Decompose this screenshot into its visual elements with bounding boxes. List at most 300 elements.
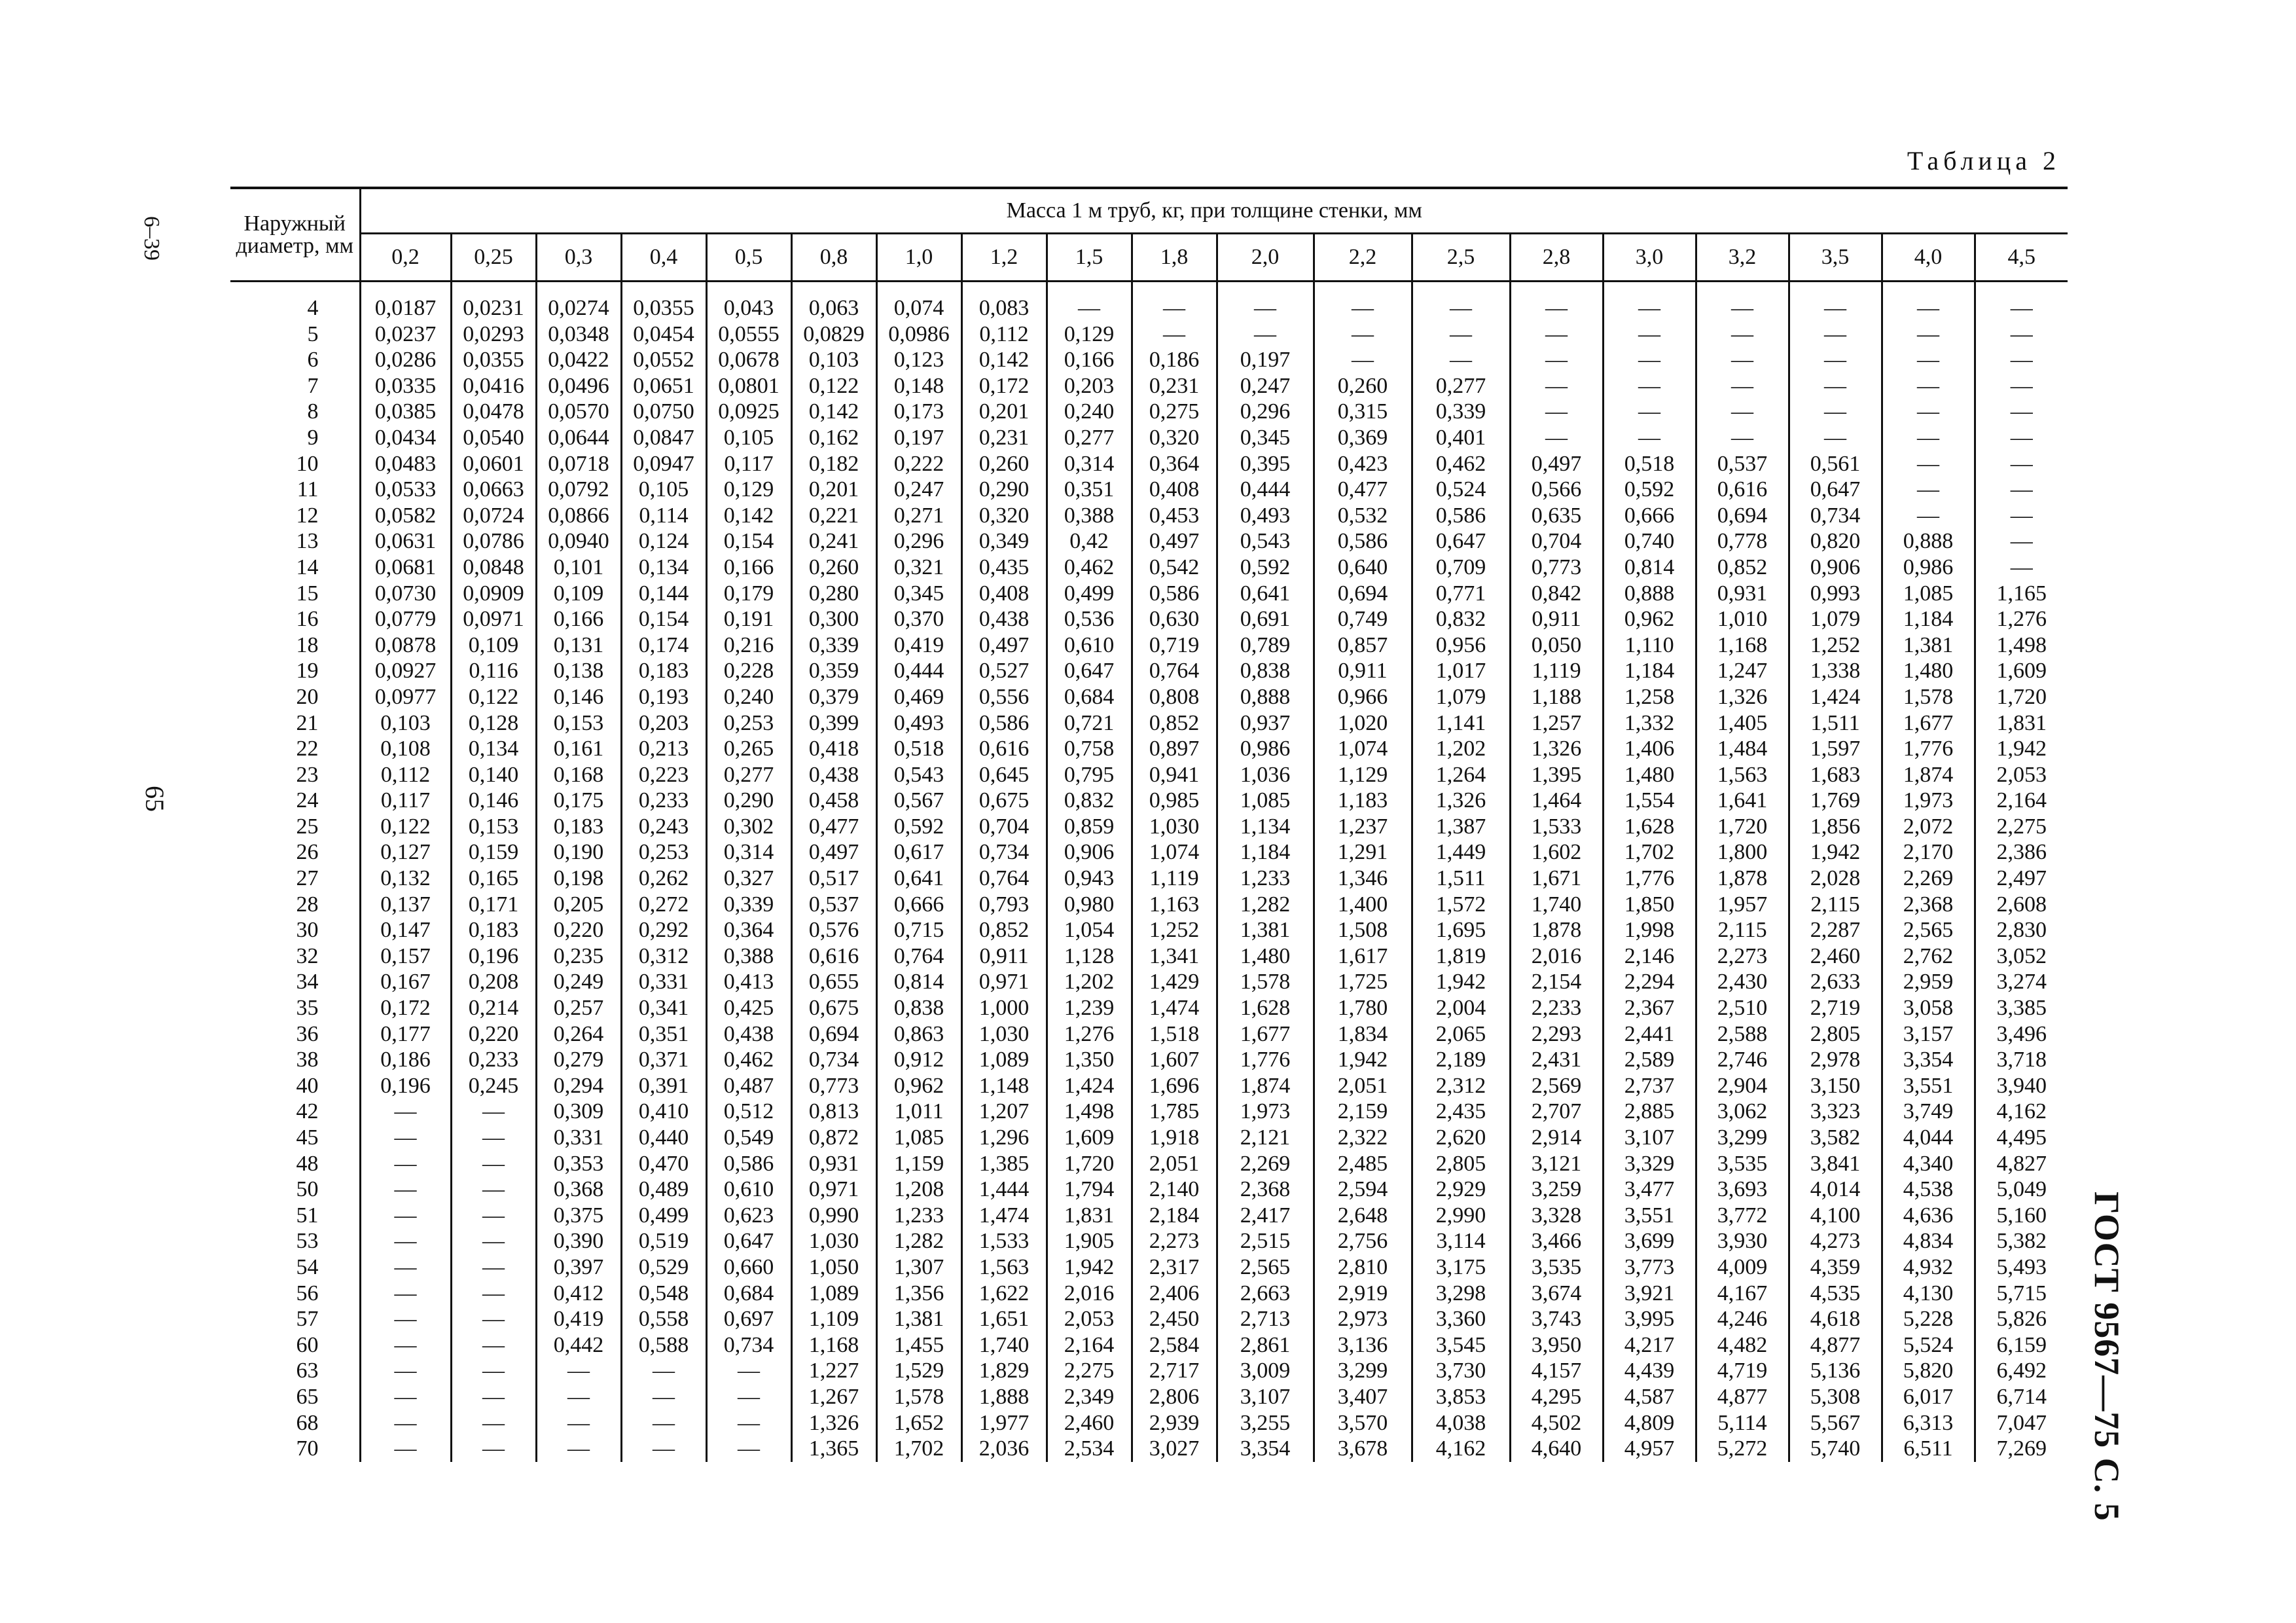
cell-mass: 4,014 (1789, 1176, 1882, 1203)
header-thickness-row (230, 234, 2068, 282)
cell-mass: — (1696, 282, 1789, 321)
cell-mass: 1,332 (1603, 710, 1696, 737)
cell-mass: 0,112 (961, 321, 1047, 348)
header-thickness: 2,0 (1217, 234, 1314, 282)
cell-mass: 1,184 (1217, 839, 1314, 866)
cell-mass: 0,0478 (451, 399, 536, 425)
cell-mass: — (451, 1254, 536, 1281)
side-code: 6–39 (139, 216, 164, 261)
cell-mass: 1,184 (1882, 606, 1975, 632)
cell-mass: 0,497 (1132, 528, 1217, 555)
cell-mass: 3,693 (1696, 1176, 1789, 1203)
cell-mass: 0,814 (1603, 555, 1696, 581)
cell-mass: 3,743 (1510, 1306, 1603, 1332)
cell-mass: 0,592 (876, 814, 961, 840)
cell-mass: 1,282 (1217, 892, 1314, 918)
cell-mass: 1,856 (1789, 814, 1882, 840)
cell-mass: 0,220 (451, 1021, 536, 1048)
cell-mass: 3,477 (1603, 1176, 1696, 1203)
cell-mass: 0,351 (621, 1021, 706, 1048)
cell-mass: 0,694 (1696, 503, 1789, 529)
cell-mass: — (451, 1436, 536, 1462)
cell-mass: 0,462 (1047, 555, 1132, 581)
cell-mass: 1,030 (1132, 814, 1217, 840)
cell-mass: 0,146 (536, 684, 621, 710)
cell-mass: — (1603, 321, 1696, 348)
cell-mass: 0,764 (961, 866, 1047, 892)
cell-mass: — (360, 1332, 451, 1359)
cell-mass: 0,852 (1132, 710, 1217, 737)
cell-mass: — (2010, 321, 2033, 346)
cell-mass: 1,998 (1603, 917, 1696, 943)
table-row (230, 555, 2068, 581)
cell-mass: 4,273 (1789, 1228, 1882, 1254)
header-thickness: 1,2 (961, 234, 1047, 282)
cell-mass: 3,570 (1314, 1410, 1412, 1436)
cell-mass: 1,957 (1696, 892, 1789, 918)
cell-mass: 2,534 (1047, 1436, 1132, 1462)
cell-mass: 2,717 (1132, 1358, 1217, 1384)
cell-mass: — (2010, 348, 2033, 373)
table-row (230, 1358, 2068, 1384)
table-row (230, 788, 2068, 814)
cell-mass: 0,117 (706, 451, 791, 477)
cell-mass: — (451, 1099, 536, 1125)
header-thickness: 1,5 (1047, 234, 1132, 282)
table-row (230, 1125, 2068, 1151)
cell-mass: 0,962 (876, 1073, 961, 1099)
cell-mass: 0,146 (451, 788, 536, 814)
cell-mass: 0,645 (961, 762, 1047, 788)
cell-mass: 3,107 (1217, 1384, 1314, 1410)
cell-mass: — (360, 1384, 451, 1410)
cell-mass: 2,861 (1217, 1332, 1314, 1359)
cell-mass: 0,186 (1132, 347, 1217, 373)
cell-mass: 0,616 (791, 943, 876, 970)
cell-mass: 2,189 (1412, 1047, 1510, 1073)
cell-mass: 0,296 (876, 528, 961, 555)
cell-mass: 0,832 (1412, 606, 1510, 632)
cell-mass: 0,734 (961, 839, 1047, 866)
cell-mass: 1,429 (1132, 969, 1217, 995)
header-thickness: 0,8 (791, 234, 876, 282)
cell-mass: 2,633 (1789, 969, 1882, 995)
cell-mass: — (451, 1203, 536, 1229)
cell-mass: 3,354 (1217, 1436, 1314, 1462)
cell-mass: 0,592 (1217, 555, 1314, 581)
cell-mass: 2,164 (1047, 1332, 1132, 1359)
cell-mass: 0,388 (706, 943, 791, 970)
cell-mass: 4,009 (1696, 1254, 1789, 1281)
table-row (230, 1384, 2068, 1410)
cell-mass: 0,888 (1603, 581, 1696, 607)
cell-mass: 0,233 (621, 788, 706, 814)
cell-mass: — (1882, 373, 1975, 399)
header-thickness: 2,8 (1510, 234, 1603, 282)
cell-mass: 0,0678 (706, 347, 791, 373)
cell-mass: 2,170 (1882, 839, 1975, 866)
cell-mass: 1,563 (1696, 762, 1789, 788)
cell-mass: 2,806 (1132, 1384, 1217, 1410)
cell-mass: 1,533 (1510, 814, 1603, 840)
cell-mass: 1,239 (1047, 995, 1132, 1021)
table-row (230, 503, 2068, 529)
cell-mass: 1,119 (1132, 866, 1217, 892)
cell-mass: — (1696, 321, 1789, 348)
cell-mass: 2,441 (1603, 1021, 1696, 1048)
cell-mass: 2,233 (1510, 995, 1603, 1021)
cell-mass: 0,0651 (621, 373, 706, 399)
cell-mass: 0,243 (621, 814, 706, 840)
cell-mass: 0,050 (1510, 632, 1603, 659)
cell-mass: 0,351 (1047, 477, 1132, 503)
cell-mass: 1,050 (791, 1254, 876, 1281)
cell-mass: — (1696, 399, 1789, 425)
cell-mass: — (1603, 347, 1696, 373)
cell-mass: 0,734 (791, 1047, 876, 1073)
cell-mass: 0,265 (706, 736, 791, 762)
cell-mass: 0,280 (791, 581, 876, 607)
cell-mass: 1,119 (1510, 658, 1603, 684)
cell-mass: 0,397 (536, 1254, 621, 1281)
cell-mass: 2,269 (1882, 866, 1975, 892)
cell-mass: 0,795 (1047, 762, 1132, 788)
cell-mass: 1,480 (1882, 658, 1975, 684)
cell-mass: 0,123 (876, 347, 961, 373)
cell-mass: 0,412 (536, 1281, 621, 1307)
cell-mass: 0,223 (621, 762, 706, 788)
cell-mass: 0,410 (621, 1099, 706, 1125)
cell-mass: 2,293 (1510, 1021, 1603, 1048)
cell-mass: 1,291 (1314, 839, 1412, 866)
cell-mass: 0,213 (621, 736, 706, 762)
cell-mass: — (451, 1125, 536, 1151)
cell-mass: — (451, 1332, 536, 1359)
cell-mass: 0,129 (706, 477, 791, 503)
cell-mass: 2,608 (1996, 892, 2047, 917)
cell-mass: 2,460 (1047, 1410, 1132, 1436)
cell-mass: 0,408 (1132, 477, 1217, 503)
cell-mass: 0,832 (1047, 788, 1132, 814)
cell-mass: 1,597 (1789, 736, 1882, 762)
cell-mass: 0,0286 (360, 347, 451, 373)
table-row (230, 814, 2068, 840)
cell-mass: 2,159 (1314, 1099, 1412, 1125)
cell-mass: 7,269 (1996, 1436, 2047, 1461)
cell-mass: 3,114 (1412, 1228, 1510, 1254)
cell-mass: 0,314 (1047, 451, 1132, 477)
cell-mass: — (621, 1358, 706, 1384)
cell-mass: 3,298 (1412, 1281, 1510, 1307)
cell-mass: 1,276 (1996, 607, 2047, 632)
cell-mass: 1,258 (1603, 684, 1696, 710)
cell-mass: 1,282 (876, 1228, 961, 1254)
cell-mass: 0,0355 (451, 347, 536, 373)
cell-mass: 4,877 (1789, 1332, 1882, 1359)
cell-mass: 0,183 (451, 917, 536, 943)
cell-mass: 0,842 (1510, 581, 1603, 607)
cell-mass: 5,136 (1789, 1358, 1882, 1384)
cell-mass: 1,518 (1132, 1021, 1217, 1048)
header-thickness: 2,2 (1314, 234, 1412, 282)
cell-mass: 1,831 (1047, 1203, 1132, 1229)
table-row (230, 477, 2068, 503)
cell-mass: 1,168 (791, 1332, 876, 1359)
cell-mass: 0,320 (1132, 425, 1217, 451)
cell-mass: 1,350 (1047, 1047, 1132, 1073)
cell-mass: 0,197 (1217, 347, 1314, 373)
cell-mass: 6,492 (1996, 1359, 2047, 1383)
cell-mass: 2,959 (1882, 969, 1975, 995)
cell-mass: 3,674 (1510, 1281, 1603, 1307)
cell-mass: 1,695 (1412, 917, 1510, 943)
cell-mass: 0,129 (1047, 321, 1132, 348)
header-thickness: 0,4 (621, 234, 706, 282)
table-row (230, 995, 2068, 1021)
cell-mass: 0,339 (706, 892, 791, 918)
table-row (230, 969, 2068, 995)
cell-mass: 0,390 (536, 1228, 621, 1254)
cell-mass: — (451, 1384, 536, 1410)
cell-mass: 0,694 (791, 1021, 876, 1048)
cell-mass: 0,0848 (451, 555, 536, 581)
cell-mass: 0,438 (961, 606, 1047, 632)
cell-mass: — (1603, 399, 1696, 425)
cell-mass: — (1510, 373, 1603, 399)
cell-mass: 0,208 (451, 969, 536, 995)
cell-mass: 0,401 (1412, 425, 1510, 451)
cell-mass: 3,274 (1996, 970, 2047, 994)
cell-mass: 1,036 (1217, 762, 1314, 788)
cell-mass: 0,527 (961, 658, 1047, 684)
cell-mass: 4,827 (1996, 1151, 2047, 1176)
cell-mass: 2,164 (1996, 788, 2047, 813)
cell-mass: 1,918 (1132, 1125, 1217, 1151)
cell-mass: 1,406 (1603, 736, 1696, 762)
cell-mass: 1,148 (961, 1073, 1047, 1099)
cell-diameter: 8 (230, 399, 360, 425)
cell-mass: 2,115 (1789, 892, 1882, 918)
cell-mass: 0,220 (536, 917, 621, 943)
cell-mass: 1,110 (1603, 632, 1696, 659)
header-thickness: 2,5 (1412, 234, 1510, 282)
cell-mass: 3,551 (1882, 1073, 1975, 1099)
cell-mass: 0,157 (360, 943, 451, 970)
cell-mass: 2,620 (1412, 1125, 1510, 1151)
cell-mass: 4,932 (1882, 1254, 1975, 1281)
cell-mass: — (536, 1410, 621, 1436)
cell-mass: 0,235 (536, 943, 621, 970)
cell-mass: 1,572 (1412, 892, 1510, 918)
cell-mass: 2,978 (1789, 1047, 1882, 1073)
cell-mass: 4,217 (1603, 1332, 1696, 1359)
cell-mass: 1,079 (1412, 684, 1510, 710)
cell-mass: 0,395 (1217, 451, 1314, 477)
cell-mass: 0,941 (1132, 762, 1217, 788)
cell-diameter: 5 (230, 321, 360, 348)
cell-mass: 0,721 (1047, 710, 1132, 737)
cell-mass: 0,0187 (360, 282, 451, 321)
table-row (230, 282, 2068, 321)
cell-mass: 0,458 (791, 788, 876, 814)
cell-mass: 0,586 (1132, 581, 1217, 607)
cell-diameter: 63 (230, 1358, 360, 1384)
cell-mass: 0,0237 (360, 321, 451, 348)
cell-mass: 1,020 (1314, 710, 1412, 737)
cell-mass: 2,051 (1132, 1151, 1217, 1177)
table-row (230, 658, 2068, 684)
table-row (230, 1281, 2068, 1307)
cell-mass: 0,694 (1314, 581, 1412, 607)
cell-mass: — (536, 1436, 621, 1462)
cell-mass: 3,157 (1882, 1021, 1975, 1048)
cell-mass: 1,563 (961, 1254, 1047, 1281)
table-row (230, 1021, 2068, 1048)
cell-mass: 0,315 (1314, 399, 1412, 425)
cell-mass: 0,641 (876, 866, 961, 892)
cell-mass: 1,511 (1789, 710, 1882, 737)
table-body (230, 282, 2068, 1462)
cell-mass: 2,919 (1314, 1281, 1412, 1307)
cell-mass: — (1603, 373, 1696, 399)
cell-mass: 0,691 (1217, 606, 1314, 632)
cell-mass: 0,556 (961, 684, 1047, 710)
cell-mass: 0,931 (791, 1151, 876, 1177)
cell-mass: 0,0681 (360, 555, 451, 581)
cell-mass: 0,470 (621, 1151, 706, 1177)
table-row (230, 451, 2068, 477)
cell-mass: 0,138 (536, 658, 621, 684)
cell-mass: 2,904 (1696, 1073, 1789, 1099)
cell-mass: 0,0454 (621, 321, 706, 348)
cell-mass: 0,203 (1047, 373, 1132, 399)
cell-mass: 0,419 (876, 632, 961, 659)
cell-mass: 0,518 (1603, 451, 1696, 477)
cell-mass: 3,052 (1996, 943, 2047, 968)
cell-mass: 1,628 (1217, 995, 1314, 1021)
cell-mass: 0,231 (961, 425, 1047, 451)
cell-mass: 0,440 (621, 1125, 706, 1151)
cell-mass: 2,121 (1217, 1125, 1314, 1151)
cell-diameter: 11 (230, 477, 360, 503)
cell-mass: 4,295 (1510, 1384, 1603, 1410)
cell-mass: 1,341 (1132, 943, 1217, 970)
cell-mass: 0,820 (1789, 528, 1882, 555)
header-thickness: 0,2 (360, 234, 451, 282)
cell-mass: 0,271 (876, 503, 961, 529)
cell-mass: — (1047, 282, 1132, 321)
cell-mass: 0,379 (791, 684, 876, 710)
cell-mass: 1,011 (876, 1099, 961, 1125)
cell-mass: 1,267 (791, 1384, 876, 1410)
cell-mass: — (360, 1099, 451, 1125)
cell-mass: 2,317 (1132, 1254, 1217, 1281)
cell-mass: 0,0971 (451, 606, 536, 632)
cell-mass: 1,464 (1510, 788, 1603, 814)
cell-mass: 0,241 (791, 528, 876, 555)
cell-mass: — (451, 1176, 536, 1203)
cell-mass: 4,502 (1510, 1410, 1603, 1436)
cell-mass: 2,430 (1696, 969, 1789, 995)
cell-mass: 0,153 (451, 814, 536, 840)
cell-mass: 0,0977 (360, 684, 451, 710)
cell-mass: 0,493 (1217, 503, 1314, 529)
cell-mass: 0,364 (1132, 451, 1217, 477)
cell-mass: 1,141 (1412, 710, 1510, 737)
cell-mass: 2,914 (1510, 1125, 1603, 1151)
cell-mass: 3,329 (1603, 1151, 1696, 1177)
cell-mass: 0,182 (791, 451, 876, 477)
cell-mass: 0,0552 (621, 347, 706, 373)
cell-mass: 0,586 (706, 1151, 791, 1177)
cell-mass: — (706, 1384, 791, 1410)
cell-mass: 2,273 (1696, 943, 1789, 970)
cell-mass: 0,655 (791, 969, 876, 995)
cell-mass: 0,249 (536, 969, 621, 995)
cell-mass: 0,240 (1047, 399, 1132, 425)
cell-mass: — (1217, 282, 1314, 321)
cell-mass: 0,838 (876, 995, 961, 1021)
cell-mass: 0,172 (961, 373, 1047, 399)
cell-mass: 1,365 (791, 1436, 876, 1462)
cell-mass: 2,053 (1996, 762, 2047, 787)
cell-mass: 1,227 (791, 1358, 876, 1384)
cell-mass: 0,0878 (360, 632, 451, 659)
cell-mass: 0,499 (621, 1203, 706, 1229)
side-code-rotated (139, 137, 203, 308)
cell-mass: 0,339 (1412, 399, 1510, 425)
cell-mass: 0,166 (536, 606, 621, 632)
cell-mass: 0,0750 (621, 399, 706, 425)
cell-mass: 5,382 (1996, 1229, 2047, 1254)
cell-mass: 0,247 (876, 477, 961, 503)
cell-mass: 0,134 (621, 555, 706, 581)
cell-diameter: 65 (230, 1384, 360, 1410)
header-thickness: 0,5 (706, 234, 791, 282)
cell-mass: 0,127 (360, 839, 451, 866)
cell-mass: 1,683 (1789, 762, 1882, 788)
cell-mass: 0,0786 (451, 528, 536, 555)
cell-mass: 1,381 (876, 1306, 961, 1332)
page-number: 65 (140, 786, 170, 812)
cell-mass: 3,535 (1696, 1151, 1789, 1177)
cell-diameter: 14 (230, 555, 360, 581)
cell-mass: 0,660 (706, 1254, 791, 1281)
cell-mass: 4,719 (1696, 1358, 1789, 1384)
cell-mass: 0,171 (451, 892, 536, 918)
cell-mass: — (1696, 425, 1789, 451)
cell-mass: 0,201 (791, 477, 876, 503)
cell-mass: 0,477 (791, 814, 876, 840)
cell-mass: 0,147 (360, 917, 451, 943)
cell-mass: 1,257 (1510, 710, 1603, 737)
cell-mass: 1,696 (1132, 1073, 1217, 1099)
cell-mass: 1,641 (1696, 788, 1789, 814)
cell-mass: 0,231 (1132, 373, 1217, 399)
cell-mass: 1,973 (1217, 1099, 1314, 1125)
cell-mass: 0,302 (706, 814, 791, 840)
cell-diameter: 10 (230, 451, 360, 477)
cell-mass: — (1510, 399, 1603, 425)
cell-mass: — (360, 1281, 451, 1307)
cell-mass: 0,0925 (706, 399, 791, 425)
cell-mass: 0,647 (1789, 477, 1882, 503)
cell-mass: 1,942 (1047, 1254, 1132, 1281)
cell-mass: 0,339 (791, 632, 876, 659)
cell-mass: — (360, 1176, 451, 1203)
cell-mass: 0,154 (706, 528, 791, 555)
cell-mass: 2,565 (1217, 1254, 1314, 1281)
